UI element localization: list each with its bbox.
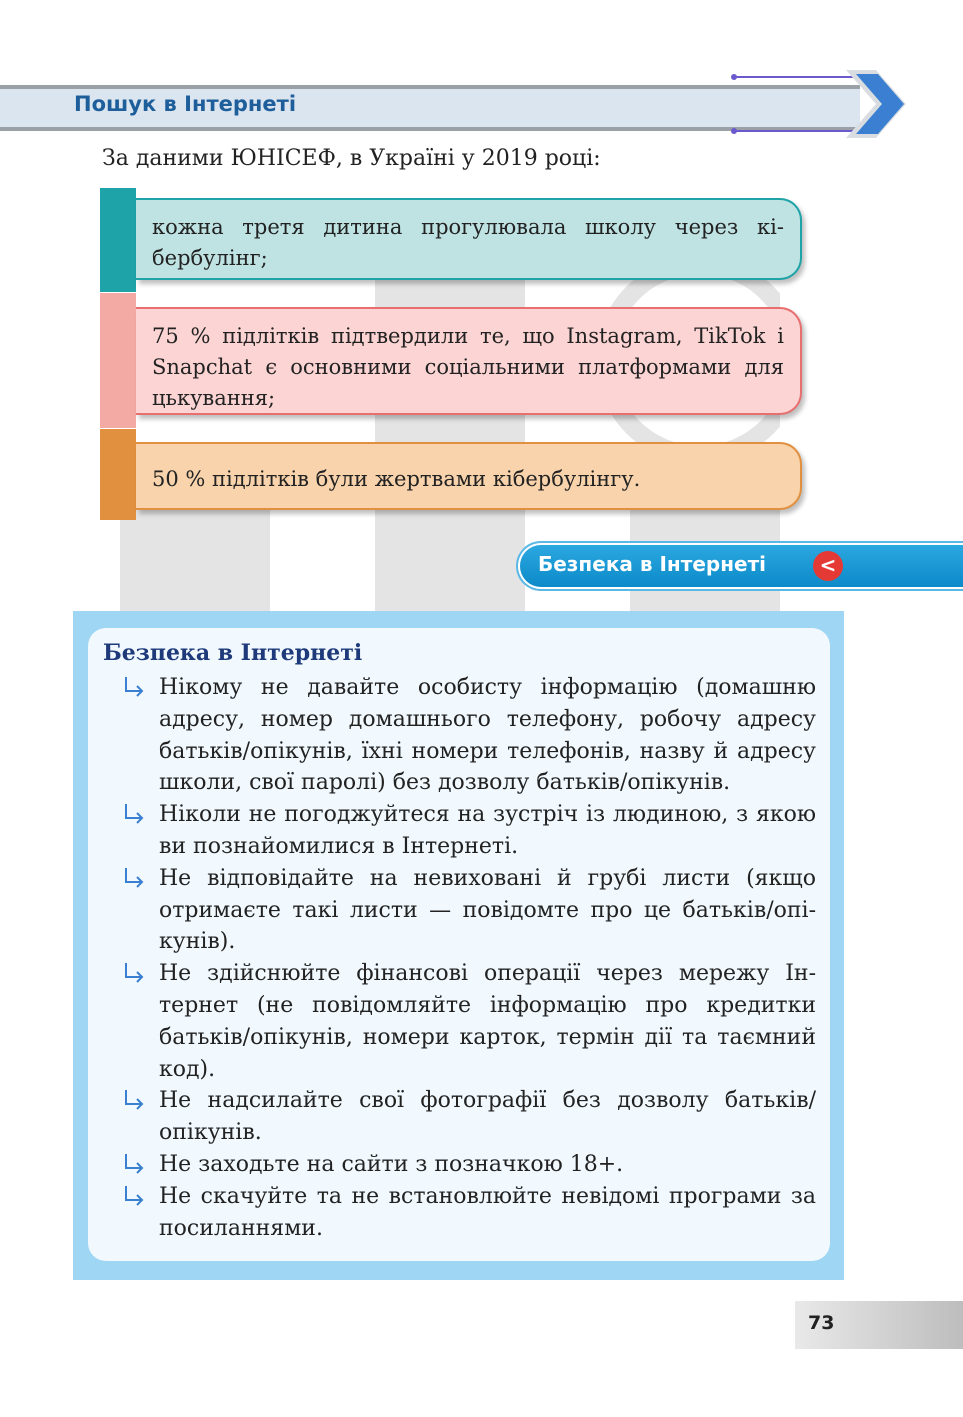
rule-text: Не скачуйте та не встановлюйте невідомі програми за посиланнями.	[159, 1183, 816, 1241]
stat-box-1: кожна третя дитина прогулювала школу через кібербулінг;	[136, 198, 802, 280]
list-item	[120, 1085, 816, 1149]
list-item	[120, 799, 816, 863]
hook-arrow-icon	[120, 675, 148, 701]
page-number: 73	[808, 1312, 835, 1334]
section-title: Пошук в Інтернеті	[74, 92, 297, 116]
rule-text: Не надсилайте свої фотографії без дозволу батьків/ опікунів.	[159, 1088, 816, 1146]
list-item	[120, 958, 816, 1085]
list-item	[120, 1181, 816, 1245]
stat-bar-teal	[100, 188, 136, 292]
chevron-right-icon	[716, 66, 916, 142]
rule-text: Ніколи не погоджуйтеся на зустріч із людиною, з якою ви познайомилися в Інтернеті.	[159, 802, 816, 859]
list-item	[120, 1149, 816, 1181]
stat-bar-orange	[100, 429, 136, 520]
chevron-left-icon: <	[813, 551, 843, 581]
safety-rules-list	[120, 672, 816, 1244]
list-item	[120, 672, 816, 799]
intro-text: За даними ЮНІСЕФ, в Україні у 2019 році:	[102, 146, 601, 171]
hook-arrow-icon	[120, 866, 148, 892]
hook-arrow-icon	[120, 1152, 148, 1178]
rule-text: Не відповідайте на невиховані й грубі листи (якщо отримаєте такі листи — повідомте про це батьків/опікунів).	[159, 865, 816, 955]
section-tab-label: Безпека в Інтернеті	[538, 552, 767, 576]
hook-arrow-icon	[120, 1088, 148, 1114]
rule-text: Не заходьте на сайти з позначкою 18+.	[159, 1151, 624, 1177]
rule-text: Не здійснюйте фінансові операції через мережу Інтернет (не повідомляйте інформацію про кредитки батьків/опікунів, номери карток, термін дії та таємний код).	[159, 961, 816, 1082]
safety-title: Безпека в Інтернеті	[103, 640, 363, 666]
rule-text: Нікому не давайте особисту інформацію (домашню адресу, номер домашнього телефону, робочу адресу батьків/опікунів, їхні номери телефонів, назву й адресу школи, свої паролі) без дозволу батьків/опікунів.	[159, 675, 816, 796]
list-item	[120, 863, 816, 958]
hook-arrow-icon	[120, 1184, 148, 1210]
hook-arrow-icon	[120, 802, 148, 828]
stat-box-3: 50 % підлітків були жертвами кібербулінгу.	[136, 442, 802, 510]
stat-bar-pink	[100, 293, 136, 428]
hook-arrow-icon	[120, 961, 148, 987]
stat-box-2: 75 % підлітків підтвердили те, що Instagram, TikTok і Snapchat є основними соціальними платформами для цькування;	[136, 307, 802, 415]
